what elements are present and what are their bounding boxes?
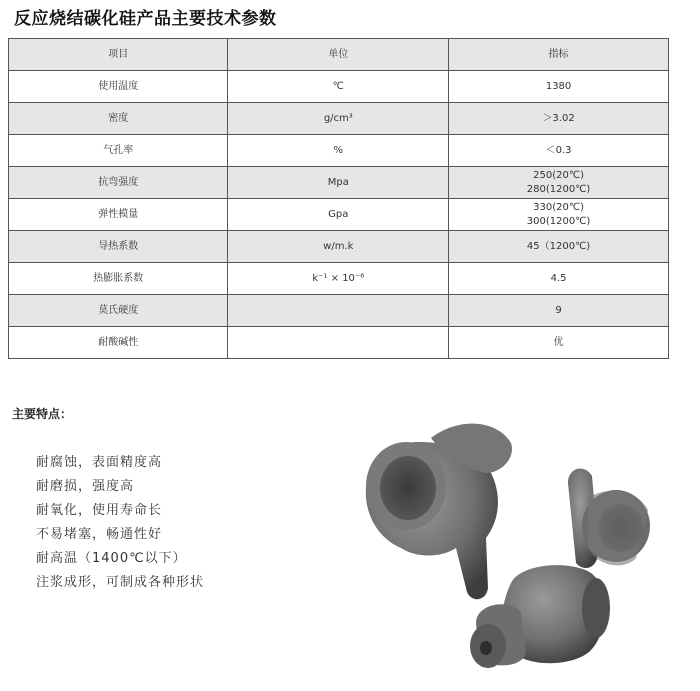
cell-value <box>449 135 669 167</box>
features-title: 主要特点： <box>12 407 73 421</box>
cell-value-line: ＜0.3 <box>545 144 572 156</box>
spec-table <box>8 38 669 359</box>
table-row <box>9 231 669 263</box>
cell-item: 耐酸碱性 <box>9 327 228 359</box>
cell-item: 密度 <box>9 103 228 135</box>
header-value: 指标 <box>449 39 669 71</box>
nozzle-large <box>366 424 512 600</box>
feature-item: 耐高温（1400℃以下） <box>36 551 187 566</box>
cell-item: 莫氏硬度 <box>9 295 228 327</box>
cell-value <box>449 295 669 327</box>
cell-value <box>449 231 669 263</box>
cell-item: 气孔率 <box>9 135 228 167</box>
spec-table-body <box>9 39 669 359</box>
table-row <box>9 327 669 359</box>
cell-value-line: 300(1200℃) <box>526 215 591 227</box>
cell-item: 使用温度 <box>9 71 228 103</box>
table-row <box>9 71 669 103</box>
cell-item: 导热系数 <box>9 231 228 263</box>
table-row <box>9 263 669 295</box>
feature-item: 不易堵塞，畅通性好 <box>36 527 163 542</box>
cell-unit: w/m.k <box>228 231 449 263</box>
cell-value-line: 45（1200℃) <box>526 240 591 252</box>
cell-item: 弹性模量 <box>9 199 228 231</box>
feature-item: 耐磨损，强度高 <box>36 479 135 494</box>
cell-value-line: 9 <box>555 304 562 316</box>
header-unit: 单位 <box>228 39 449 71</box>
table-row <box>9 167 669 199</box>
cell-unit <box>228 327 449 359</box>
feature-item: 耐氧化，使用寿命长 <box>36 503 163 518</box>
cell-unit: % <box>228 135 449 167</box>
features-list <box>36 451 204 595</box>
cell-value <box>449 103 669 135</box>
nozzle-upright <box>568 469 650 568</box>
table-row <box>9 135 669 167</box>
cell-value <box>449 167 669 199</box>
cell-value <box>449 327 669 359</box>
cell-value-line: 330(20℃) <box>533 201 584 213</box>
cell-value-line: ＞3.02 <box>542 112 575 124</box>
cell-unit: Gpa <box>228 199 449 231</box>
feature-item: 耐腐蚀，表面精度高 <box>36 455 163 470</box>
cell-unit: k⁻¹ × 10⁻⁶ <box>228 263 449 295</box>
table-row <box>9 199 669 231</box>
header-item: 项目 <box>9 39 228 71</box>
cell-value <box>449 199 669 231</box>
product-photo <box>336 398 676 690</box>
cell-value <box>449 263 669 295</box>
page-title: 反应烧结碳化硅产品主要技术参数 <box>14 9 277 29</box>
cell-value-line: 4.5 <box>550 272 567 284</box>
cell-value-line: 1380 <box>545 80 572 92</box>
table-row <box>9 295 669 327</box>
cell-unit: g/cm³ <box>228 103 449 135</box>
cell-value <box>449 71 669 103</box>
feature-item: 注浆成形，可制成各种形状 <box>36 575 205 590</box>
table-row <box>9 103 669 135</box>
nozzle-bottom <box>470 565 610 668</box>
table-header-row <box>9 39 669 71</box>
cell-unit <box>228 295 449 327</box>
cell-unit: ℃ <box>228 71 449 103</box>
cell-item: 抗弯强度 <box>9 167 228 199</box>
cell-value-line: 280(1200℃) <box>526 183 591 195</box>
cell-value-line: 优 <box>553 336 564 348</box>
cell-value-line: 250(20℃) <box>533 169 584 181</box>
cell-item: 热膨胀系数 <box>9 263 228 295</box>
cell-unit: Mpa <box>228 167 449 199</box>
